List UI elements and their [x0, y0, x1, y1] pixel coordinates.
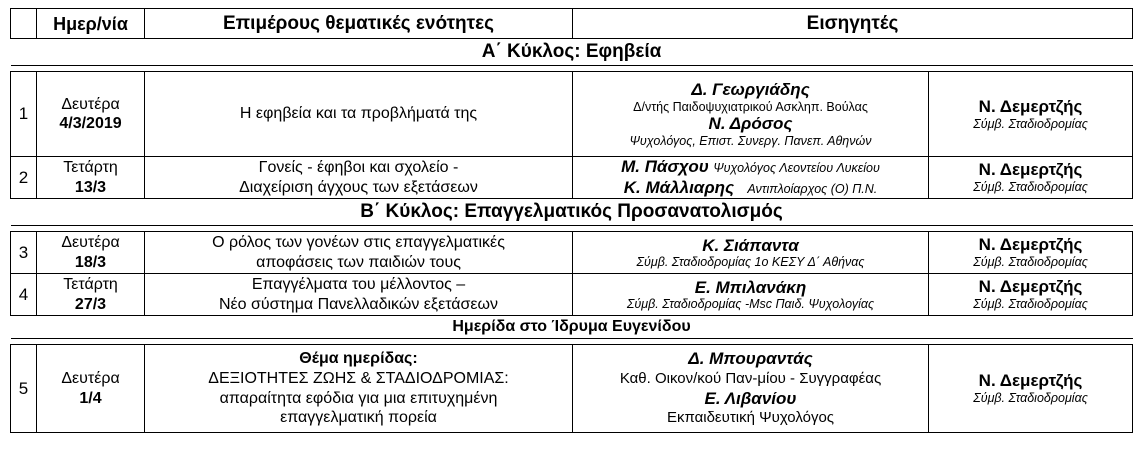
coordinator-role: Σύμβ. Σταδιοδρομίας: [973, 297, 1088, 312]
header-speakers: Εισηγητές: [573, 9, 1133, 39]
topic-cell: [145, 72, 573, 157]
coordinator-name: Ν. Δεμερτζής: [978, 277, 1083, 297]
date-cell: [37, 345, 145, 433]
row-number: 2: [11, 157, 37, 199]
section-title-b: Β΄ Κύκλος: Επαγγελματικός Προσανατολισμός: [11, 199, 1133, 226]
coordinator-role: Σύμβ. Σταδιοδρομίας: [973, 391, 1088, 406]
seminar-schedule-table: [10, 8, 1133, 433]
table-row: [11, 72, 1133, 157]
speakers-cell: [573, 232, 929, 274]
topic-line: αποφάσεις των παιδιών τους: [256, 253, 461, 271]
date: 4/3/2019: [59, 115, 122, 132]
coordinator-name: Ν. Δεμερτζής: [978, 235, 1083, 255]
speakers-cell: [573, 157, 929, 199]
speakers-cell: [573, 274, 929, 316]
topic-line: ΔΕΞΙΟΤΗΤΕΣ ΖΩΗΣ & ΣΤΑΔΙΟΔΡΟΜΙΑΣ:: [208, 369, 509, 387]
date: 13/3: [74, 178, 107, 196]
table-row: [11, 157, 1133, 199]
speaker-role: Ψυχολόγος Λεοντείου Λυκείου: [713, 161, 880, 176]
speaker-role: Καθ. Οικον/κού Παν-μίου - Συγγραφέας: [619, 370, 882, 388]
topic-line: Η εφηβεία και τα προβλήματά της: [239, 105, 478, 123]
topic-line: επαγγελματική πορεία: [280, 409, 437, 427]
topic-line: απαραίτητα εφόδια για μια επιτυχημένη: [219, 389, 498, 407]
date-cell: [37, 232, 145, 274]
row-number: 5: [11, 345, 37, 433]
coordinator-role: Σύμβ. Σταδιοδρομίας: [973, 116, 1088, 131]
header-date: Ημερ/νία: [37, 9, 145, 39]
topic-line: Ο ρόλος των γονέων στις επαγγελματικές: [212, 233, 505, 251]
header-topic: Επιμέρους θεματικές ενότητες: [145, 9, 573, 39]
section-row-b: [11, 199, 1133, 226]
speaker-role: Δ/ντής Παιδοψυχιατρικού Ασκληπ. Βούλας: [633, 99, 868, 114]
speaker-role: Σύμβ. Σταδιοδρομίας 1ο ΚΕΣΥ Δ΄ Αθήνας: [636, 255, 865, 270]
coordinator-cell: [929, 232, 1133, 274]
weekday: Τετάρτη: [63, 159, 118, 177]
speaker-role: Εκπαιδευτική Ψυχολόγος: [666, 409, 835, 427]
coordinator-cell: [929, 157, 1133, 199]
topic-cell: [145, 232, 573, 274]
topic-cell: [145, 274, 573, 316]
coordinator-role: Σύμβ. Σταδιοδρομίας: [973, 180, 1088, 195]
coordinator-cell: [929, 274, 1133, 316]
speaker-name: Ε. Μπιλανάκη: [694, 277, 807, 297]
topic-line: Γονείς - έφηβοι και σχολείο -: [258, 158, 459, 176]
section-title-c: Ημερίδα στο Ίδρυμα Ευγενίδου: [11, 316, 1133, 339]
weekday: Δευτέρα: [61, 370, 120, 388]
speaker-role: Αντιπλοίαρχος (Ο) Π.Ν.: [747, 181, 878, 196]
topic-line: Νέο σύστημα Πανελλαδικών εξετάσεων: [218, 295, 499, 313]
coordinator-name: Ν. Δεμερτζής: [978, 371, 1083, 391]
weekday: Τετάρτη: [63, 276, 118, 294]
weekday: Δευτέρα: [61, 95, 120, 113]
coordinator-role: Σύμβ. Σταδιοδρομίας: [973, 255, 1088, 270]
date: 18/3: [74, 253, 107, 271]
date: 27/3: [74, 295, 107, 313]
speaker-name: Δ. Μπουραντάς: [688, 349, 813, 369]
topic-cell: [145, 345, 573, 433]
speakers-cell: [573, 345, 929, 433]
table-row: [11, 232, 1133, 274]
speakers-cell: [573, 72, 929, 157]
weekday: Δευτέρα: [61, 234, 120, 252]
topic-label: Θέμα ημερίδας:: [299, 350, 418, 368]
header-row: [11, 9, 1133, 39]
table-row: [11, 274, 1133, 316]
row-number: 1: [11, 72, 37, 157]
date: 1/4: [79, 389, 102, 407]
topic-cell: [145, 157, 573, 199]
speaker-name: Ν. Δρόσος: [708, 114, 793, 133]
speaker-name: Μ. Πάσχου: [621, 157, 709, 177]
speaker-name: Ε. Λιβανίου: [704, 388, 797, 408]
date-cell: [37, 274, 145, 316]
topic-line: Επαγγέλματα του μέλλοντος –: [251, 275, 466, 293]
row-number: 3: [11, 232, 37, 274]
date-cell: [37, 157, 145, 199]
speaker-name: Κ. Σιάπαντα: [702, 235, 799, 255]
section-row-a: [11, 39, 1133, 66]
speaker-role: Ψυχολόγος, Επιστ. Συνεργ. Πανεπ. Αθηνών: [629, 133, 872, 148]
speaker-name: Κ. Μάλλιαρης: [623, 177, 735, 197]
header-num: [11, 9, 37, 39]
coordinator-name: Ν. Δεμερτζής: [978, 96, 1083, 116]
table-row: [11, 345, 1133, 433]
coordinator-cell: [929, 345, 1133, 433]
row-number: 4: [11, 274, 37, 316]
date-cell: [37, 72, 145, 157]
speaker-name: Δ. Γεωργιάδης: [691, 80, 810, 100]
coordinator-cell: [929, 72, 1133, 157]
section-title-a: Α΄ Κύκλος: Εφηβεία: [11, 39, 1133, 66]
section-row-c: [11, 316, 1133, 339]
speaker-role: Σύμβ. Σταδιοδρομίας -Msc Παιδ. Ψυχολογίας: [626, 297, 875, 312]
topic-line: Διαχείριση άγχους των εξετάσεων: [239, 178, 478, 196]
coordinator-name: Ν. Δεμερτζής: [978, 160, 1083, 180]
